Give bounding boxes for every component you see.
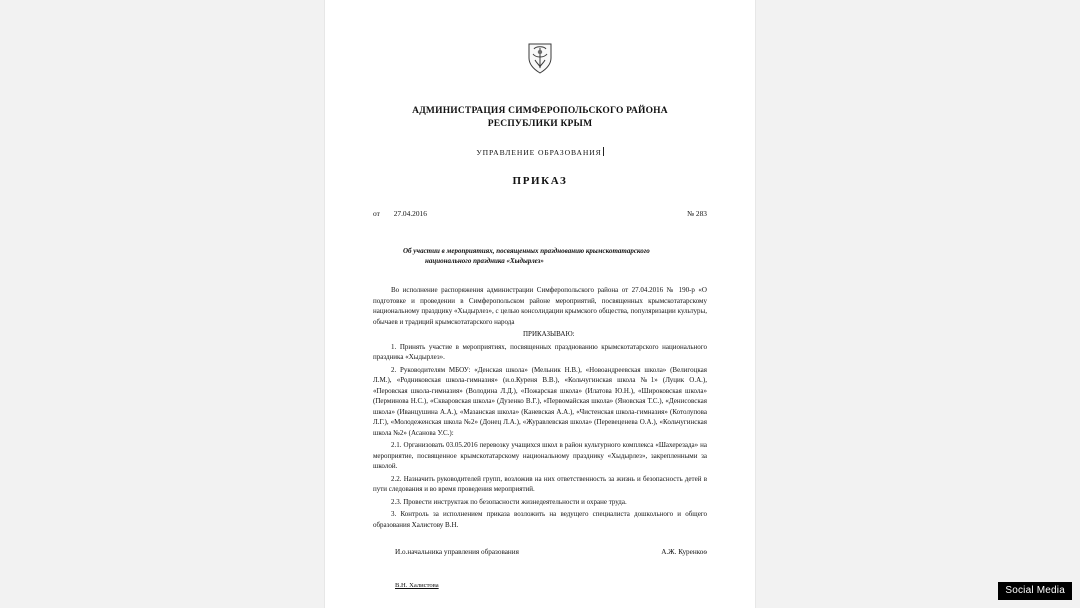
body-paragraph: 2.1. Организовать 03.05.2016 перевозку учащихся школ в район культурного комплекса «Шахерезада» на мероприятие, посвященное крымскотатарскому национальному празднику «Хыдырлез», закрепленными за школой. <box>373 441 707 471</box>
subject-line-2: национального праздника «Хыдырлез» <box>425 257 544 266</box>
document-type: ПРИКАЗ <box>512 174 568 187</box>
document-meta <box>325 209 755 218</box>
document-date-group <box>373 209 427 218</box>
coat-of-arms-icon <box>523 38 557 76</box>
subject-line-1: Об участии в мероприятиях, посвященных празднованию крымскотатарского <box>403 246 650 255</box>
body-paragraph: 2.3. Провести инструктаж по безопасности жизнедеятельности и охране труда. <box>391 497 627 506</box>
document-body <box>325 285 755 530</box>
signer-name: А.Ж. Куренкоѳ <box>661 548 707 557</box>
document-subject <box>325 246 755 268</box>
body-paragraph: 2.2. Назначить руководителей групп, возложив на них ответственность за жизнь и безопасность детей в пути следования и во время проведения мероприятий. <box>373 474 707 494</box>
body-paragraph: 1. Принять участие в мероприятиях, посвященных празднованию крымскотатарского национального праздника «Хыдырлез». <box>373 342 707 362</box>
signature-block <box>325 548 755 556</box>
organization-line-2: РЕСПУБЛИКИ КРЫМ <box>487 118 593 129</box>
date-prefix: от <box>373 208 380 218</box>
executor-label: В.Н. Халистова <box>395 582 439 590</box>
document-page <box>325 0 755 608</box>
department-line <box>325 147 755 157</box>
text-cursor <box>603 147 604 156</box>
watermark-badge: Social Media <box>998 582 1072 600</box>
organization-title <box>325 105 755 131</box>
body-paragraph: Во исполнение распоряжения администрации Симферопольского района от 27.04.2016 № 190-р «О подготовке и проведении в Симферопольском районе мероприятий, посвященных крымскотатарскому национальному праздцику «Хыдырлез», с целью консолидации крымского общества, популяризации культуры, обычаев и традиций крымскотатарского народа <box>373 286 707 326</box>
organization-line-1: АДМИНИСТРАЦИЯ СИМФЕРОПОЛЬСКОГО РАЙОНА <box>412 106 668 116</box>
body-paragraph: 2. Руководителям МБОУ: «Денская школа» (Мельник Н.В.), «Новоандреевская школа» (Велигоцкая Л.М.), «Родниковская школа-гимназия» (и.о.Куреня В.В.), «Кольчугинская школа №1» (Луцик О.А.), «Перовская школа-гимназия» (Володина Л.Д.), «Пожарская школа» (Илатова Ю.Н.), «Широковская школа» (Перминова Н.С.), «Скваровская школа» (Дузенко В.Г.), «Первомайская школа» (Яновская Т.С.), «Денисовская школа» (Иванцушина А.А.), «Мазанская школа» (Каневская А.А.), «Чистенская школа-гимназия» (Котолупова Л.Г.), «Молодеженская школа №2» (Донец Л.А.), «Журавлевская школа» (Перевеценева О.А.), «Кольчугинская школа №2» (Асанова У.С.): <box>373 365 707 437</box>
document-content <box>325 0 755 608</box>
document-date: 27.04.2016 <box>393 208 427 218</box>
signer-title: И.о.начальника управления образования <box>395 548 519 557</box>
emblem-container <box>325 0 755 81</box>
body-order-keyword: ПРИКАЗЫВАЮ: <box>523 330 575 339</box>
document-number: № 283 <box>687 208 707 218</box>
executor-name <box>325 582 755 589</box>
department-label: УПРАВЛЕНИЕ ОБРАЗОВАНИЯ <box>476 147 602 157</box>
body-paragraph: 3. Контроль за исполнением приказа возложить на ведущего специалиста дошкольного и общего образования Халистову В.Н. <box>373 510 707 529</box>
